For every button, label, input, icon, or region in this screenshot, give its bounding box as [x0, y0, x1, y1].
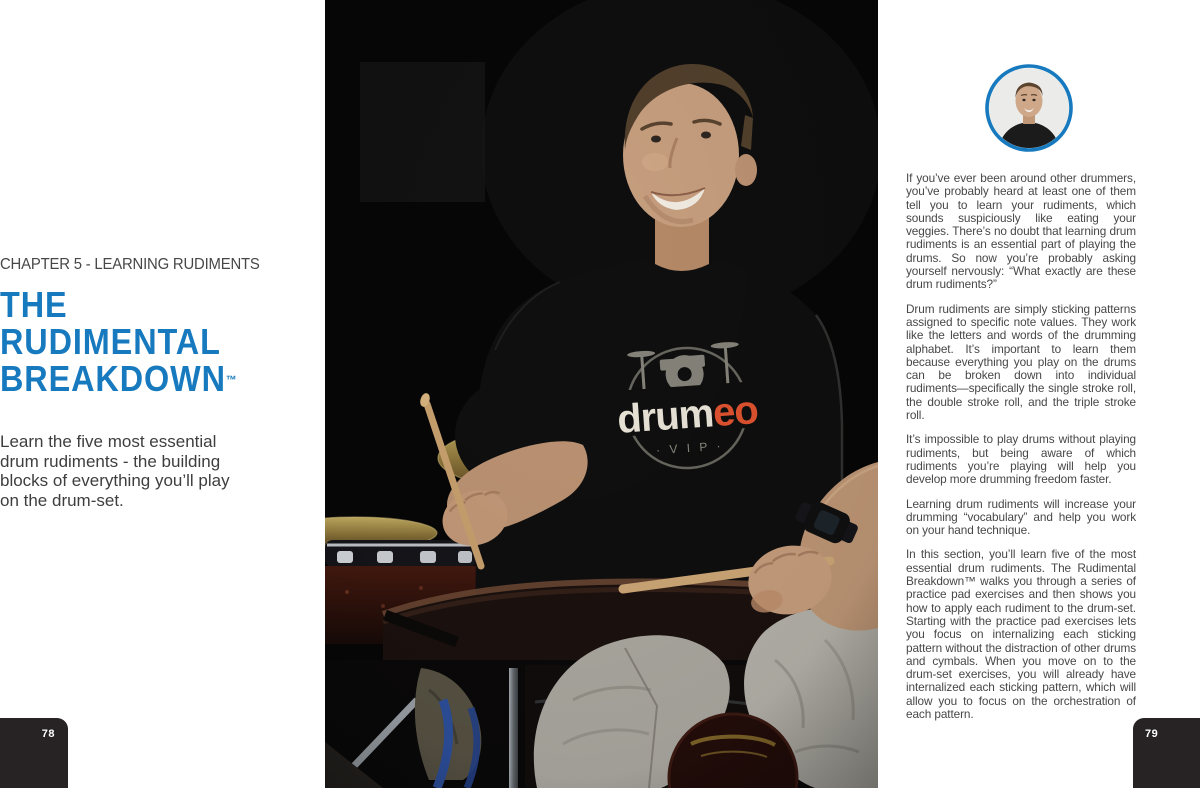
drummer-photo	[325, 0, 878, 788]
body-paragraph: If you’ve ever been around other drummers, you’ve probably heard at least one of them tell you to learn your rudiments, which sounds suspiciously like eating your veggies. There’s no doubt that learning drum rudiments is an essential part of playing the drums. So now you’re probably asking yourself nervously: “What exactly are these drum rudiments?”	[906, 171, 1136, 292]
body-paragraph: It’s impossible to play drums without playing rudiments, but being aware of which rudiments you’re playing will help you develop more drumming freedom faster.	[906, 432, 1136, 487]
chapter-kicker: CHAPTER 5 - LEARNING RUDIMENTS	[0, 256, 260, 273]
chapter-title-line-2: RUDIMENTAL	[0, 321, 221, 362]
chapter-title-line-3: BREAKDOWN™	[0, 358, 237, 399]
author-avatar-art	[985, 64, 1073, 152]
body-paragraph: Learning drum rudiments will increase your drumming “vocabulary” and help you work on your hand technique.	[906, 496, 1136, 538]
body-paragraph: Drum rudiments are simply sticking patterns assigned to specific note values. They work like the letters and words of the drumming alphabet. It’s important to learn them because everything you play on the drums can be broken down into individual rudiments—specifically the single stroke roll, the double stroke roll, and the triple stroke roll.	[906, 301, 1136, 423]
author-avatar	[985, 64, 1073, 152]
page-number-left: 78	[41, 728, 55, 740]
chapter-intro: Learn the five most essential drum rudiments - the building blocks of everything you’ll play on the drum-set.	[0, 432, 230, 510]
trademark-symbol: ™	[225, 373, 237, 387]
body-text	[906, 172, 1136, 732]
photo-vignette	[325, 0, 878, 788]
page-number-right: 79	[1145, 728, 1159, 740]
body-paragraph: In this section, you’ll learn five of the most essential drum rudiments. The Rudimental Breakdown™ walks you through a series of practice pad exercises and then shows you how to apply each rudiment to the drum-set. Starting with the practice pad exercises lets you focus on internalizing each sticking pattern without the distraction of other drums and cymbals. When you move on to the drum-set exercises, you will already have internalized each sticking pattern, which will allow you to focus on the orchestration of each pattern.	[906, 547, 1136, 721]
chapter-title	[0, 286, 237, 397]
chapter-title-line-1: THE	[0, 284, 68, 325]
page-number-tab-right	[1133, 718, 1200, 788]
drummer-photo-art	[325, 0, 878, 788]
page-number-tab-left	[0, 718, 68, 788]
